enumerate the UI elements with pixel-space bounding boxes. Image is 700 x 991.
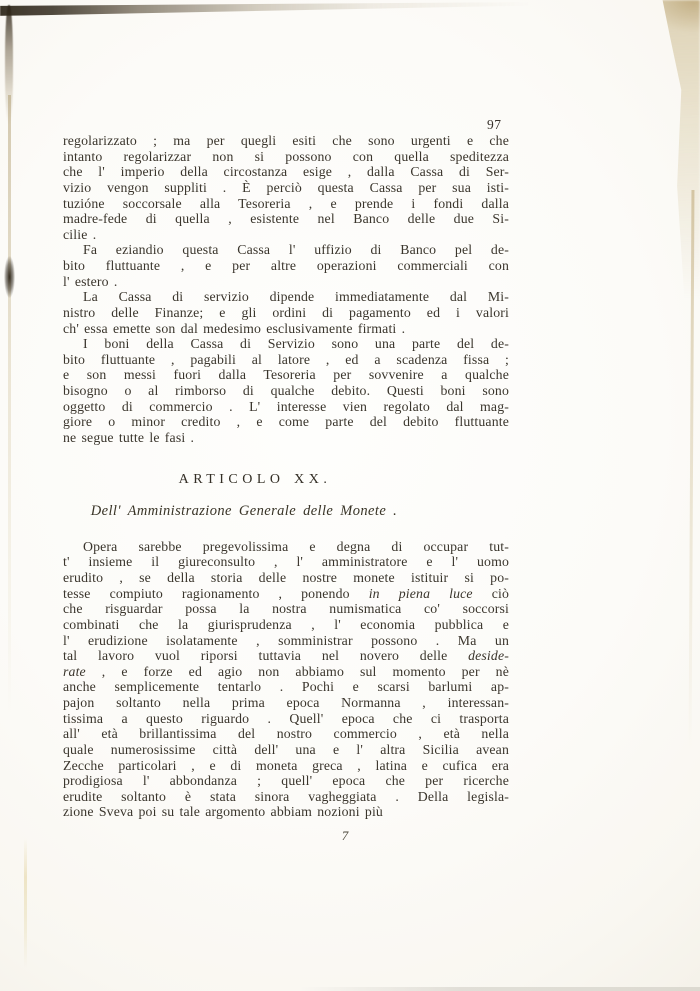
page-edge-shadow-top-left (5, 5, 13, 125)
text-line: ch' essa emette son dal medesimo esclusivamente firmati . (63, 320, 406, 336)
text-line: l' estero . (63, 273, 118, 289)
text-line (63, 648, 509, 664)
text-line: nistro delle Finanze; e gli ordini di pagamento ed i valori (63, 304, 509, 320)
signature-mark: 7 (341, 828, 349, 843)
italic-text: rate (63, 663, 86, 679)
text-line: vizio vengon suppliti . È perciò questa Cassa per sua isti- (63, 179, 509, 195)
text-line (63, 586, 509, 602)
text-line: che l' imperio della circostanza esige , dalla Cassa di Ser- (63, 164, 509, 180)
page-edge-ink-blot-left (4, 256, 15, 298)
paragraph (63, 242, 509, 289)
text-line: l' erudizione isolatamente , somministrar possono . Ma un (63, 632, 509, 648)
text-line: bito fluttuante , e per altre operazioni commerciali con (63, 258, 509, 273)
text-line: Zecche particolari , e di moneta greca , latina e cufica era (63, 757, 509, 773)
page-edge-shadow-bottom (300, 987, 700, 991)
text-segment: ciò (472, 585, 510, 601)
text-line: prodigiosa l' abbondanza ; quell' epoca che per ricerche (63, 773, 509, 789)
text-line: oggetto di commercio . L' interesse vien regolato dal mag- (63, 398, 509, 414)
text-line (63, 664, 509, 680)
italic-text: deside- (468, 648, 509, 664)
text-line: intanto regolarizzar non si possono con quella speditezza (63, 148, 509, 164)
article-subtitle: Dell' Amministrazione Generale delle Monete . (90, 503, 398, 520)
text-line: cilie . (63, 226, 97, 242)
text-line: tissima a questo riguardo . Quell' epoca che ci trasporta (63, 710, 509, 726)
text-line: pajon soltanto nella prima epoca Normanna , interessan- (63, 695, 509, 710)
text-line: bito fluttuante , pagabili al latore , ed a scadenza fissa ; (63, 351, 509, 367)
paragraph (63, 336, 509, 445)
page-edge-line-left (8, 95, 11, 715)
text-line: erudito , se della storia delle nostre monete istituir si po- (63, 570, 509, 585)
article-heading: ARTICOLO XX. (178, 471, 332, 487)
paragraphs-top (63, 133, 509, 446)
text-line: I boni della Cassa di Servizio sono una parte del de- (83, 336, 509, 352)
text-line: anche semplicemente tentarlo . Pochi e scarsi barlumi ap- (63, 679, 509, 695)
paragraph (63, 539, 509, 820)
page-edge-line-bottom-left (24, 838, 27, 968)
text-column (63, 133, 509, 820)
text-line: bisogno o al rimborso di qualche debito. Questi boni sono (63, 383, 509, 398)
text-line: e son messi fuori dalla Tesoreria per sovvenire a qualche (63, 367, 509, 383)
paragraph (63, 133, 509, 242)
text-line: combinati che la giurisprudenza , l' economia pubblica e (63, 616, 509, 632)
paragraphs-bottom (63, 539, 509, 820)
text-line: tuzióne soccorsale alla Tesoreria , e prende i fondi dalla (63, 195, 509, 211)
text-line: all' età brillantissima del nostro commercio , età nella (63, 726, 509, 742)
text-segment: tesse compiuto ragionamento , ponendo (63, 585, 369, 601)
page-number: 97 (487, 117, 502, 132)
text-segment: , e forze ed agio non abbiamo sul momento per nè (85, 663, 509, 679)
paragraph (63, 289, 509, 336)
text-line: che risguardar possa la nostra numismatica co' soccorsi (63, 601, 509, 617)
text-line: quale numerosissime città dell' una e l' altra Sicilia avean (63, 741, 509, 757)
page-edge-band-right (648, 0, 700, 300)
page-edge-shadow-top (0, 2, 530, 16)
text-line: erudite soltanto è stata sinora vagheggiata . Della legisla- (63, 788, 509, 804)
text-line: ne segue tutte le fasi . (63, 429, 195, 445)
text-segment: tal lavoro vuol riporsi tuttavia nel novero delle (63, 648, 469, 664)
page-edge-line-right (689, 190, 695, 750)
text-line: Fa eziandio questa Cassa l' uffizio di Banco pel de- (83, 242, 509, 258)
text-line: La Cassa di servizio dipende immediatamente dal Mi- (83, 289, 509, 305)
text-line: regolarizzato ; ma per quegli esiti che sono urgenti e che (63, 133, 509, 148)
text-line: t' insieme il giureconsulto , l' amministratore e l' uomo (63, 554, 509, 570)
text-line: madre-fede di quella , esistente nel Banco delle due Si- (63, 211, 509, 227)
text-line: giore o minor credito , e come parte del debito fluttuante (63, 414, 509, 430)
text-line: Opera sarebbe pregevolissima e degna di occupar tut- (83, 538, 509, 554)
text-line: zione Sveva poi su tale argomento abbiam nozioni più (63, 804, 383, 820)
italic-text: in piena luce (368, 585, 473, 601)
